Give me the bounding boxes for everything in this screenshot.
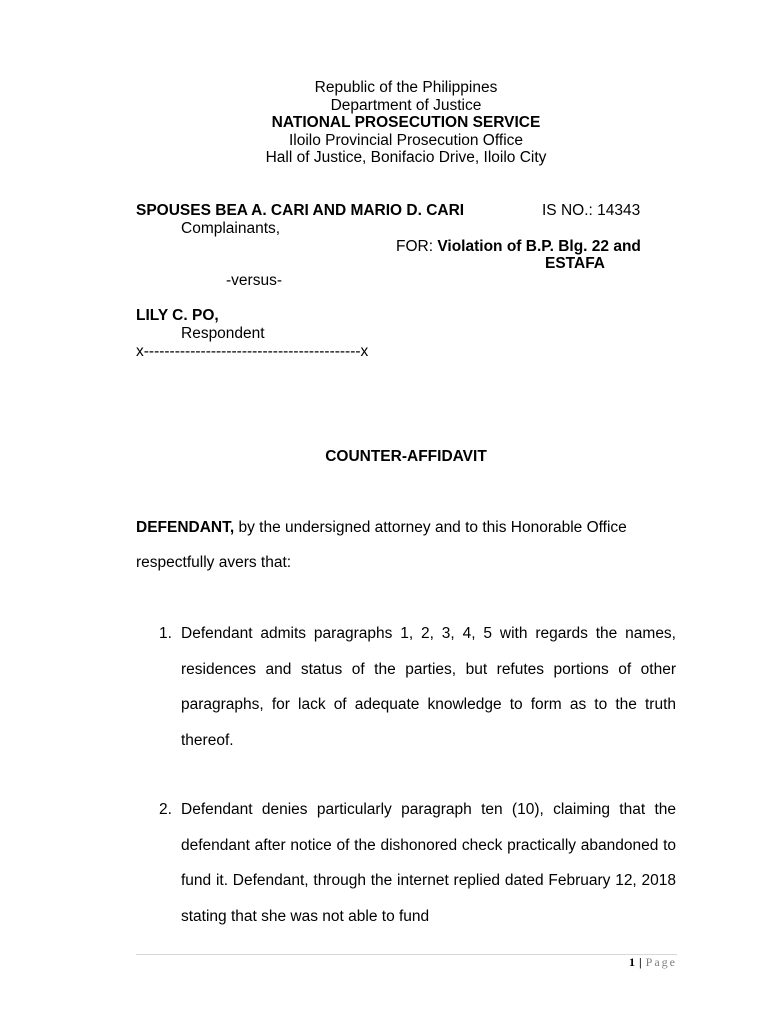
page-separator: |	[635, 955, 646, 969]
header-address: Hall of Justice, Bonifacio Drive, Iloilo City	[265, 149, 547, 166]
case-number: IS NO.: 14343	[542, 202, 641, 219]
charge-text: Violation of B.P. Blg. 22 and	[437, 238, 641, 255]
page-label: Page	[645, 955, 677, 969]
item-number: 2.	[159, 801, 172, 818]
caption-separator: x------------------------------------------x	[136, 343, 369, 360]
for-label: FOR:	[396, 238, 438, 255]
header-service: NATIONAL PROSECUTION SERVICE	[271, 114, 541, 131]
charge-text-continued: ESTAFA	[545, 255, 605, 272]
intro-paragraph	[136, 510, 676, 580]
footer-divider	[136, 954, 677, 955]
respondent-name: LILY C. PO,	[136, 307, 219, 324]
complainants-label: Complainants,	[181, 220, 281, 237]
header-department: Department of Justice	[330, 96, 482, 114]
document-header	[0, 79, 768, 167]
page-footer	[629, 955, 677, 970]
complainants-names: SPOUSES BEA A. CARI AND MARIO D. CARI	[136, 202, 465, 219]
list-item: Defendant admits paragraphs 1, 2, 3, 4, 5 with regards the names, residences and status of the parties, but refutes portions of other paragraphs, for lack of adequate knowledge to form as to the truth thereof.	[181, 625, 676, 749]
item-number: 1.	[159, 625, 172, 642]
respondent-label: Respondent	[181, 325, 265, 342]
intro-party: DEFENDANT,	[136, 519, 235, 536]
list-item: Defendant denies particularly paragraph ten (10), claiming that the defendant after notice of the dishonored check practically abandoned to fund it. Defendant, through the internet replied dated February 12, 2018 stating that she was not able to fund	[181, 801, 676, 925]
versus-label: -versus-	[226, 272, 282, 289]
page-number: 1	[629, 955, 636, 969]
charge-line	[396, 238, 641, 256]
header-republic: Republic of the Philippines	[314, 79, 498, 96]
intro-text: by the undersigned attorney and to this Honorable Office respectfully avers that:	[136, 519, 627, 571]
document-title: COUNTER-AFFIDAVIT	[325, 448, 487, 465]
header-office: Iloilo Provincial Prosecution Office	[288, 131, 524, 149]
